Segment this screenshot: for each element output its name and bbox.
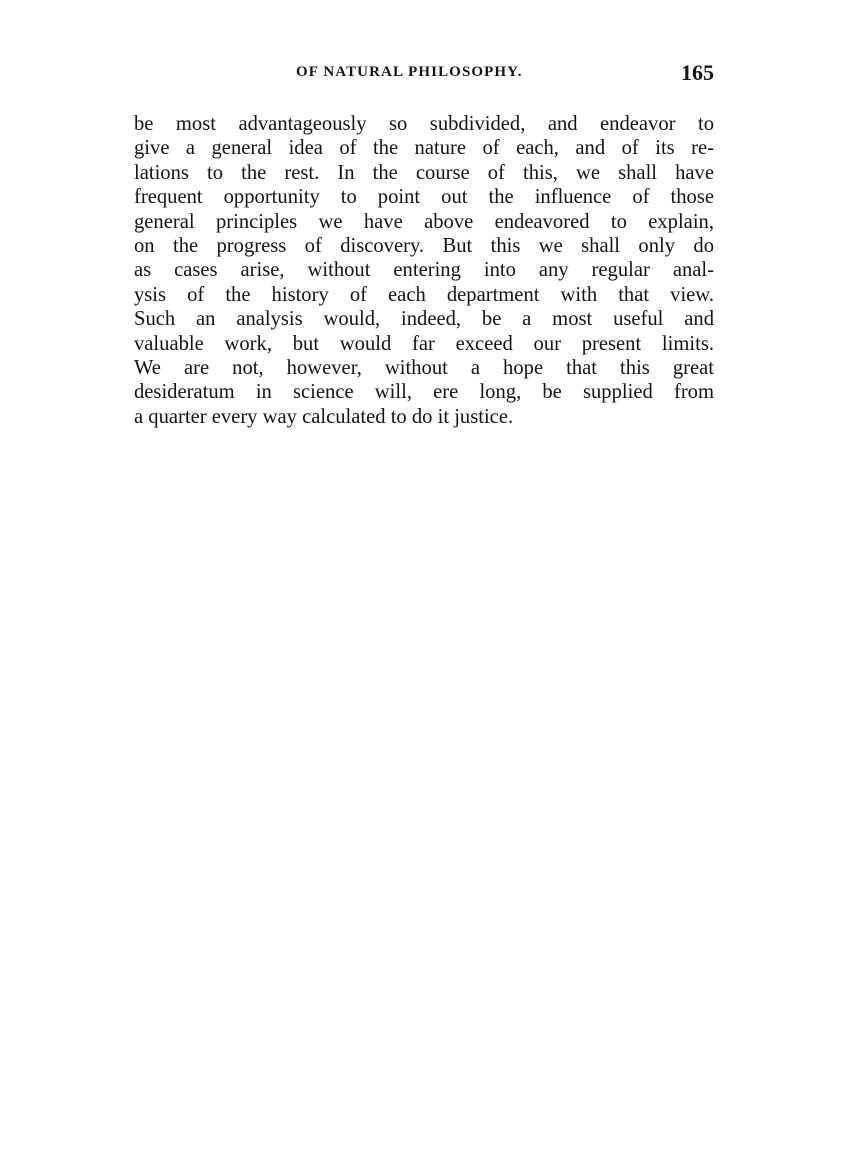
page-number: 165 <box>681 60 714 85</box>
text-line: be most advantageously so subdivided, and endeavor to <box>134 113 714 135</box>
text-line: as cases arise, without entering into any regular anal- <box>134 259 714 282</box>
text-line: a quarter every way calculated to do it justice. <box>134 405 514 428</box>
text-line: general principles we have above endeavored to explain, <box>134 210 714 233</box>
running-title: OF NATURAL PHILOSOPHY. <box>296 64 523 80</box>
text-line: on the progress of discovery. But this we shall only do <box>134 234 714 257</box>
text-line: give a general idea of the nature of each, and of its re- <box>134 137 714 160</box>
text-line: lations to the rest. In the course of this, we shall have <box>134 161 714 184</box>
text-line: frequent opportunity to point out the influence of those <box>134 186 714 209</box>
body-paragraph <box>134 112 714 429</box>
text-line: valuable work, but would far exceed our present limits. <box>134 332 714 355</box>
text-line: Such an analysis would, indeed, be a most useful and <box>134 308 714 331</box>
text-line: desideratum in science will, ere long, be supplied from <box>134 381 714 404</box>
text-line: ysis of the history of each department with that view. <box>134 283 714 306</box>
running-head <box>134 60 714 90</box>
text-line: We are not, however, without a hope that this great <box>134 356 714 379</box>
